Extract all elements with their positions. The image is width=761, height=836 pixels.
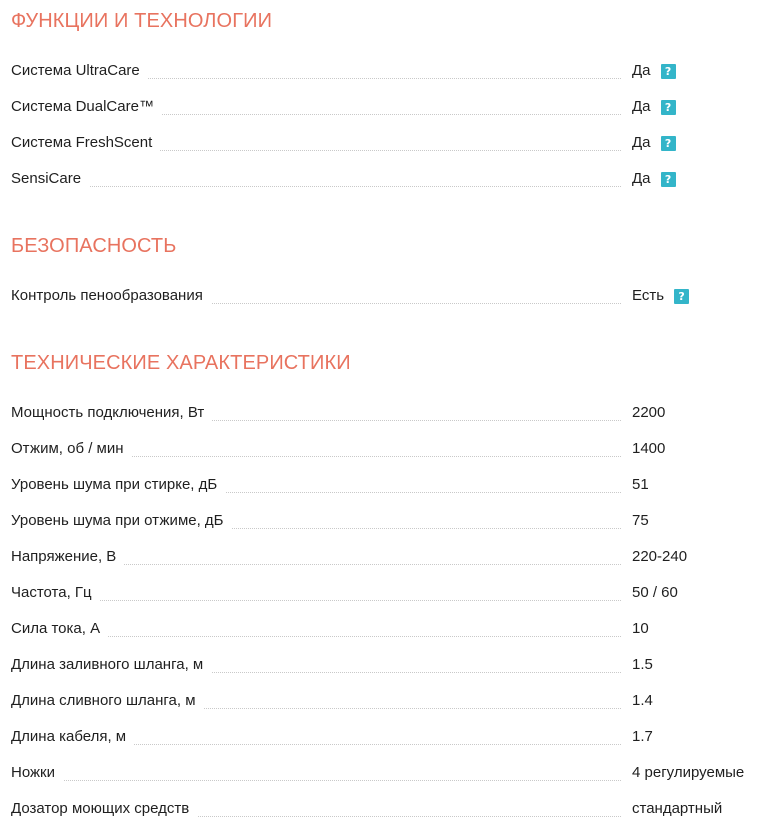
spec-row (11, 512, 649, 548)
spec-value: 1.5 (632, 656, 653, 673)
spec-value: Да (632, 98, 651, 115)
spec-row (11, 764, 745, 800)
spec-value: Да (632, 170, 651, 187)
spec-label: Система FreshScent (11, 134, 160, 152)
spec-row (11, 134, 672, 170)
spec-label: Длина кабеля, м (11, 728, 134, 746)
spec-value: Да (632, 62, 651, 79)
spec-value: 50 / 60 (632, 584, 678, 601)
spec-value: 75 (632, 512, 649, 529)
spec-value-group (632, 98, 676, 116)
spec-label: Дозатор моющих средств (11, 800, 197, 818)
spec-label: Отжим, об / мин (11, 440, 132, 458)
spec-value: 1.7 (632, 728, 653, 745)
spec-row (11, 800, 723, 836)
spec-value: 10 (632, 620, 649, 637)
spec-label: Уровень шума при стирке, дБ (11, 476, 225, 494)
spec-row (11, 98, 672, 134)
help-icon[interactable]: ? (674, 289, 689, 304)
help-icon[interactable]: ? (661, 100, 676, 115)
spec-value-group (632, 134, 676, 152)
spec-row (11, 656, 653, 692)
section-functions (0, 9, 272, 33)
help-icon[interactable]: ? (661, 172, 676, 187)
spec-value: Да (632, 134, 651, 151)
section-title: ТЕХНИЧЕСКИЕ ХАРАКТЕРИСТИКИ (11, 352, 351, 374)
dotted-leader (11, 780, 621, 781)
spec-row (11, 404, 666, 440)
spec-row (11, 440, 666, 476)
section-safety (0, 234, 176, 258)
spec-label: Мощность подключения, Вт (11, 404, 212, 422)
spec-row (11, 728, 653, 764)
dotted-leader (11, 186, 621, 187)
spec-label: SensiCare (11, 170, 89, 188)
spec-row (11, 287, 685, 323)
spec-value-group (632, 62, 676, 80)
section-functions-rows (0, 62, 672, 206)
spec-value: 4 регулируемые (632, 764, 745, 781)
spec-value: 220-240 (632, 548, 688, 565)
spec-row (11, 476, 649, 512)
section-tech-specs (0, 351, 351, 375)
spec-row (11, 548, 688, 584)
spec-label: Длина заливного шланга, м (11, 656, 211, 674)
spec-row (11, 692, 653, 728)
section-title: БЕЗОПАСНОСТЬ (11, 235, 177, 257)
spec-label: Частота, Гц (11, 584, 100, 602)
spec-row (11, 584, 678, 620)
spec-value: 1400 (632, 440, 666, 457)
spec-value-group (632, 170, 676, 188)
spec-row (11, 170, 672, 206)
spec-label: Длина сливного шланга, м (11, 692, 204, 710)
spec-value: 1.4 (632, 692, 653, 709)
spec-label: Напряжение, В (11, 548, 124, 566)
spec-label: Уровень шума при отжиме, дБ (11, 512, 232, 530)
spec-label: Контроль пенообразования (11, 287, 211, 305)
spec-row (11, 62, 672, 98)
help-icon[interactable]: ? (661, 64, 676, 79)
section-safety-rows (0, 287, 685, 323)
spec-label: Ножки (11, 764, 63, 782)
spec-value: 2200 (632, 404, 666, 421)
spec-value: Есть (632, 287, 665, 304)
spec-value-group (632, 287, 689, 305)
spec-value: стандартный (632, 800, 723, 817)
spec-label: Система DualCare™ (11, 98, 162, 116)
help-icon[interactable]: ? (661, 136, 676, 151)
section-tech-specs-rows (0, 404, 745, 836)
spec-label: Система UltraCare (11, 62, 148, 80)
section-title: ФУНКЦИИ И ТЕХНОЛОГИИ (11, 10, 273, 32)
spec-label: Сила тока, А (11, 620, 108, 638)
spec-row (11, 620, 649, 656)
spec-value: 51 (632, 476, 649, 493)
dotted-leader (11, 600, 621, 601)
